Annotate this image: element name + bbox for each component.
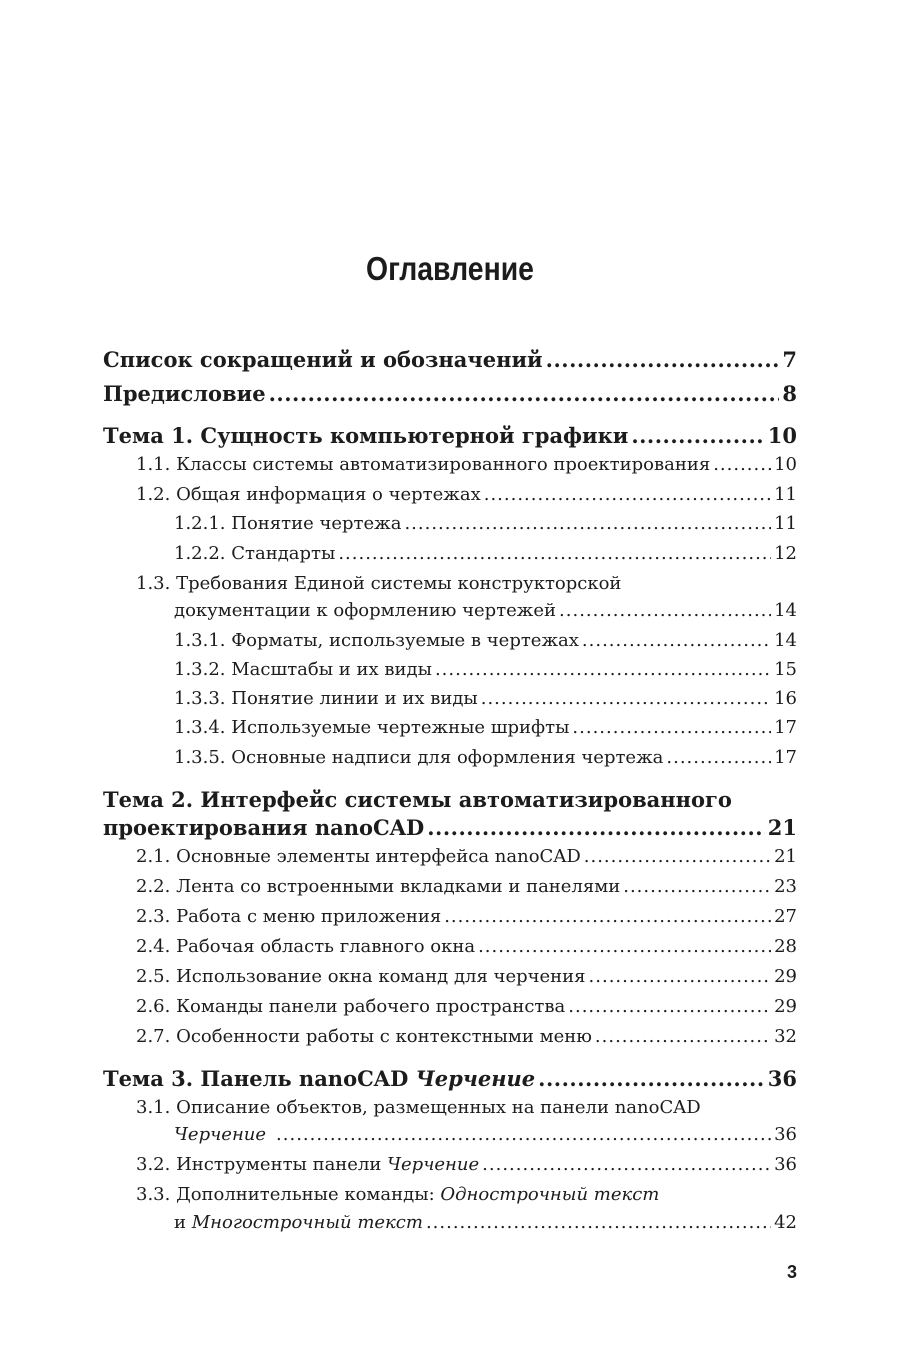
toc-entry-page: 23 [774,876,797,897]
toc-entry-label: 1.3.5. Основные надписи для оформления чертежа [174,747,664,768]
dot-leader [572,717,771,738]
toc-entry-page: 14 [774,600,797,621]
toc-entry-1-1[interactable] [136,454,797,475]
dot-leader [481,688,771,709]
toc-entry-page: 16 [774,688,797,709]
dot-leader [589,966,772,987]
toc-entry-preface[interactable] [103,381,797,406]
toc-entry-2-4[interactable] [136,936,797,957]
dot-leader [427,815,765,840]
toc-entry-page: 14 [774,630,797,651]
toc-entry-2-7[interactable] [136,1026,797,1047]
toc-entry-label-text: Тема 3. Панель nanoCAD [103,1066,416,1091]
toc-entry-topic-2[interactable] [103,815,797,840]
dot-leader [269,381,780,406]
dot-leader [631,423,764,448]
toc-entry-2-2[interactable] [136,876,797,897]
toc-entry-label-italic: Однострочный текст [440,1184,660,1205]
toc-entry-label-text: 3.3. Дополнительные команды: [136,1184,441,1205]
toc-entry-page: 42 [774,1212,797,1233]
toc-entry-page: 11 [774,513,797,534]
toc-entry-1-3-3[interactable] [174,688,797,709]
toc-entry-label: 2.6. Команды панели рабочего пространства [136,996,566,1017]
toc-entry-label-text: и [174,1212,192,1233]
toc-entry-label-italic: Черчение [387,1154,480,1175]
toc-entry-label: Тема 1. Сущность компьютерной графики [103,423,629,448]
dot-leader [623,876,771,897]
toc-entry-page: 15 [774,659,797,680]
toc-entry-label: 1.3.3. Понятие линии и их виды [174,688,478,709]
toc-entry-page: 36 [774,1154,797,1175]
dot-leader [568,996,771,1017]
dot-leader [276,1124,771,1145]
dot-leader [444,906,771,927]
toc-entry-2-5[interactable] [136,966,797,987]
dot-leader [435,659,771,680]
toc-entry-3-1[interactable] [174,1124,797,1145]
toc-entry-label: 2.7. Особенности работы с контекстными меню [136,1026,592,1047]
toc-entry-label: 1.2.1. Понятие чертежа [174,513,402,534]
dot-leader [666,747,771,768]
toc-entry-2-6[interactable] [136,996,797,1017]
toc-entry-page: 36 [767,1066,797,1091]
toc-entry-page: 12 [774,543,797,564]
toc-entry-page: 10 [767,423,797,448]
dot-leader [484,484,771,505]
toc-entry-1-3-line1: 1.3. Требования Единой системы конструкторской [136,573,622,594]
toc-entry-page: 10 [774,454,797,475]
toc-entry-3-3[interactable] [174,1212,797,1233]
toc-entry-2-1[interactable] [136,846,797,867]
toc-entry-page: 28 [774,936,797,957]
toc-entry-3-3-line1 [136,1184,659,1205]
toc-entry-label [103,1066,535,1091]
dot-leader [546,347,780,372]
toc-entry-label: документации к оформлению чертежей [174,600,557,621]
toc-entry-page: 36 [774,1124,797,1145]
toc-entry-1-3-4[interactable] [174,717,797,738]
toc-entry-page: 11 [774,484,797,505]
toc-entry-page: 32 [774,1026,797,1047]
toc-entry-1-3[interactable] [174,600,797,621]
toc-entry-label: Предисловие [103,381,266,406]
dot-leader [482,1154,771,1175]
dot-leader [426,1212,771,1233]
toc-entry-topic-3[interactable] [103,1066,797,1091]
toc-entry-3-2[interactable] [136,1154,797,1175]
toc-entry-3-1-line1: 3.1. Описание объектов, размещенных на панели nanoCAD [136,1097,701,1118]
toc-entry-1-2-1[interactable] [174,513,797,534]
toc-entry-2-3[interactable] [136,906,797,927]
page-title: Оглавление [366,250,534,287]
toc-entry-label-italic: Черчение [415,1066,536,1091]
toc-entry-page: 17 [774,747,797,768]
toc-entry-label: 2.5. Использование окна команд для черчения [136,966,586,987]
toc-entry-label-text: 3.2. Инструменты панели [136,1154,388,1175]
toc-entry-topic-2-line1: Тема 2. Интерфейс системы автоматизированного [103,787,732,812]
toc-entry-label: 2.1. Основные элементы интерфейса nanoCAD [136,846,581,867]
toc-entry-page: 8 [782,381,797,406]
toc-entry-label: 1.3.1. Форматы, используемые в чертежах [174,630,579,651]
toc-entry-label: 1.1. Классы системы автоматизированного проектирования [136,454,711,475]
toc-entry-page: 17 [774,717,797,738]
toc-entry-abbreviations[interactable] [103,347,797,372]
toc-entry-label-italic: Многострочный текст [191,1212,423,1233]
dot-leader [478,936,771,957]
dot-leader [713,454,771,475]
toc-entry-page: 21 [767,815,797,840]
toc-entry-1-3-2[interactable] [174,659,797,680]
toc-entry-label: проектирования nanoCAD [103,815,425,840]
dot-leader [595,1026,771,1047]
dot-leader [404,513,771,534]
toc-entry-page: 27 [774,906,797,927]
toc-entry-1-2-2[interactable] [174,543,797,564]
toc-entry-label: 1.2. Общая информация о чертежах [136,484,481,505]
toc-entry-label [136,1154,479,1175]
toc-entry-label [174,1212,423,1233]
toc-entry-label: Список сокращений и обозначений [103,347,543,372]
toc-entry-1-3-1[interactable] [174,630,797,651]
toc-entry-label: 2.4. Рабочая область главного окна [136,936,476,957]
toc-entry-label: 2.3. Работа с меню приложения [136,906,442,927]
toc-entry-page: 21 [774,846,797,867]
toc-entry-1-3-5[interactable] [174,747,797,768]
dot-leader [338,543,771,564]
toc-entry-label: 1.2.2. Стандарты [174,543,336,564]
toc-entry-label-italic: Черчение [174,1124,267,1145]
page-number: 3 [786,1262,797,1282]
dot-leader [584,846,771,867]
dot-leader [538,1066,765,1091]
toc-entry-page: 7 [782,347,797,372]
toc-entry-page: 29 [774,996,797,1017]
dot-leader [559,600,771,621]
toc-entry-label: 1.3.2. Масштабы и их виды [174,659,432,680]
toc-entry-page: 29 [774,966,797,987]
toc-entry-label: 1.3.4. Используемые чертежные шрифты [174,717,570,738]
toc-entry-topic-1[interactable] [103,423,797,448]
toc-entry-1-2[interactable] [136,484,797,505]
dot-leader [582,630,771,651]
toc-entry-label: 2.2. Лента со встроенными вкладками и панелями [136,876,621,897]
